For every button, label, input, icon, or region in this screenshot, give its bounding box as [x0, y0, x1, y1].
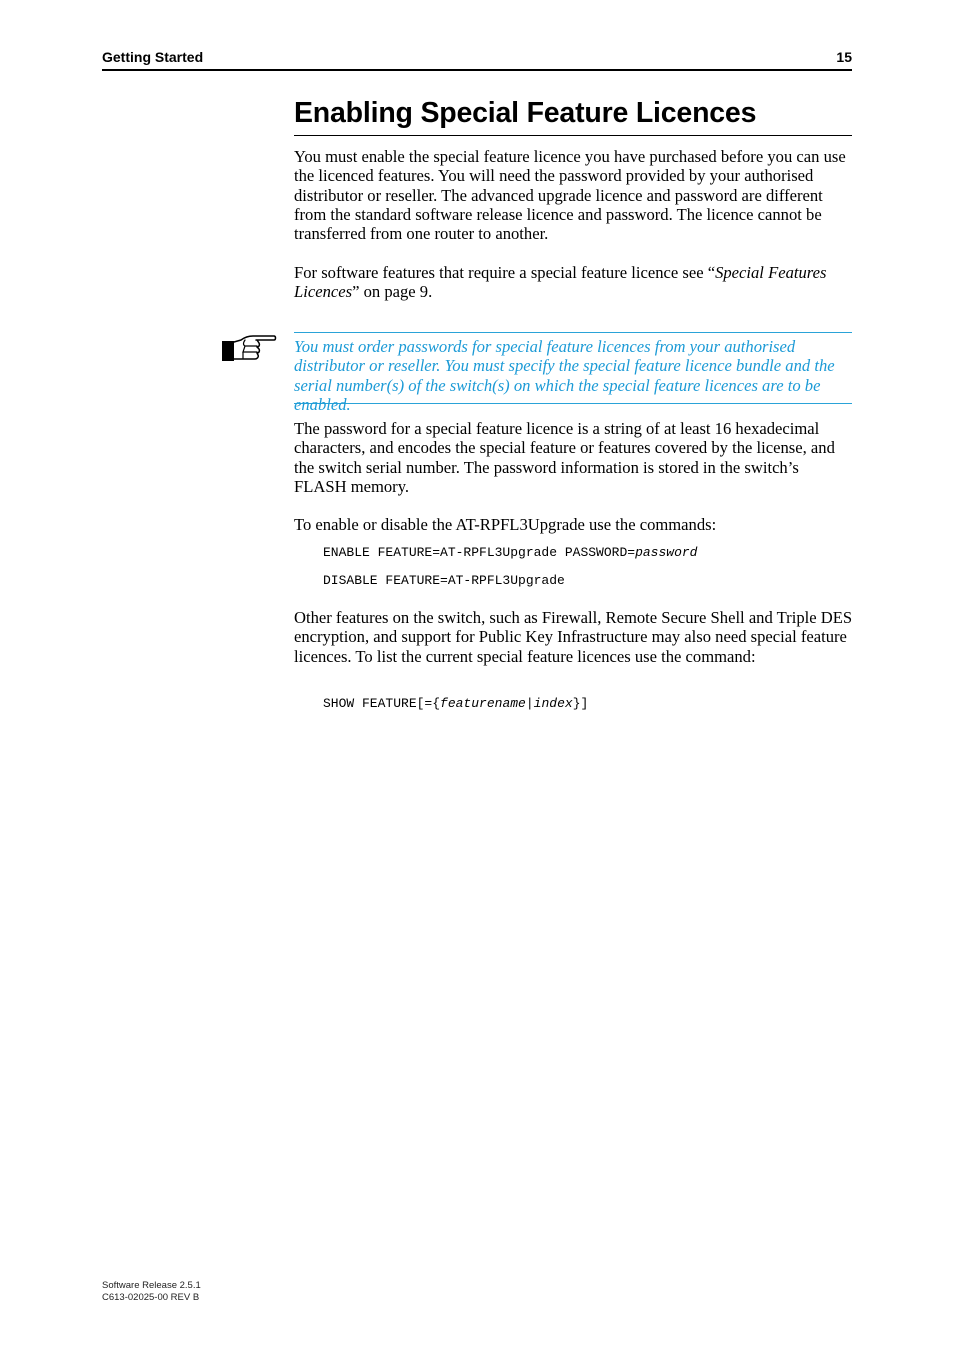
intro-paragraph: You must enable the special feature licence you have purchased before you can use the licenced features. You will need the password provided by your authorised distributor or reseller. The advanced upgrade licence and password are different from the standard software release licence and password. The licence cannot be transferred from one router to another. [294, 147, 846, 244]
show-command: SHOW FEATURE[={featurename|index}] [323, 696, 589, 711]
document-code: C613-02025-00 REV B [102, 1291, 200, 1303]
other-features-paragraph: Other features on the switch, such as Firewall, Remote Secure Shell and Triple DES encryption, and support for Public Key Infrastructure may also need special feature licences. To list the current special feature licences use the command: [294, 608, 853, 666]
note-box [294, 332, 852, 414]
password-paragraph: The password for a special feature licence is a string of at least 16 hexadecimal characters, and encodes the special feature or features covered by the license, and the switch serial number. The password information is stored in the switch’s FLASH memory. [294, 419, 835, 496]
commands-intro: To enable or disable the AT-RPFL3Upgrade use the commands: [294, 515, 717, 534]
page-number: 15 [836, 49, 852, 65]
page-footer [102, 1280, 201, 1303]
disable-command: DISABLE FEATURE=AT-RPFL3Upgrade [323, 573, 565, 588]
featurename-param: featurename [440, 696, 526, 711]
note-text: You must order passwords for special feature licences from your authorised distributor or reseller. You must specify the special feature licence bundle and the serial number(s) of the switch(s) on which the special feature licences are to be enabled. [294, 337, 835, 414]
page-title: Enabling Special Feature Licences [294, 95, 852, 136]
cross-reference-link[interactable]: Special Features Licences [294, 263, 827, 302]
password-param: password [635, 545, 698, 560]
pointing-hand-icon [221, 334, 277, 362]
software-release: Software Release 2.5.1 [102, 1280, 201, 1291]
index-param: index [533, 696, 573, 711]
page-header [102, 48, 852, 71]
section-title: Getting Started [102, 49, 204, 65]
enable-command: ENABLE FEATURE=AT-RPFL3Upgrade PASSWORD=password [323, 545, 698, 560]
reference-paragraph: For software features that require a special feature licence see “Special Features Licences” on page 9. [294, 263, 827, 302]
